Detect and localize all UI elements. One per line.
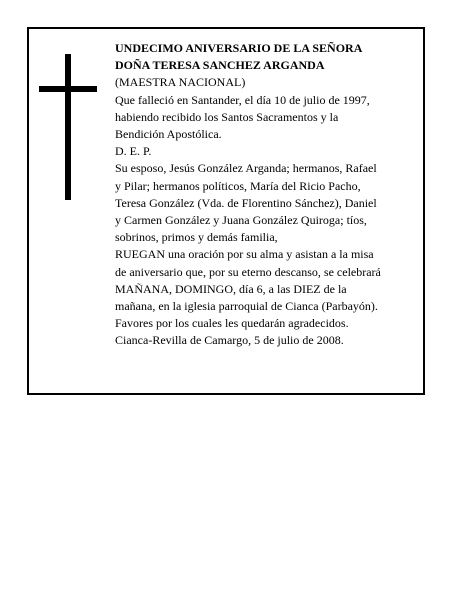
cross-horizontal-bar: [39, 86, 97, 92]
notice-body-line: habiendo recibido los Santos Sacramentos y la: [115, 109, 339, 124]
place-date-line: Cianca-Revilla de Camargo, 5 de julio de 2008.: [115, 333, 344, 348]
notice-body-line: Su esposo, Jesús González Arganda; hermanos, Rafael: [115, 161, 377, 176]
notice-body-line: sobrinos, primos y demás familia,: [115, 230, 278, 245]
profession-line: (MAESTRA NACIONAL): [115, 75, 246, 90]
rip-line: D. E. P.: [115, 144, 152, 159]
notice-body-line: mañana, en la iglesia parroquial de Cianca (Parbayón).: [115, 299, 378, 314]
notice-body-line: y Pilar; hermanos políticos, María del Ricio Pacho,: [115, 178, 361, 193]
obituary-notice: [27, 27, 425, 395]
notice-body-line: Que falleció en Santander, el día 10 de julio de 1997,: [115, 92, 370, 107]
notice-body-line: MAÑANA, DOMINGO, día 6, a las DIEZ de la: [115, 281, 347, 296]
notice-body-line: Teresa González (Vda. de Florentino Sánchez), Daniel: [115, 195, 377, 210]
cross-icon: [39, 54, 97, 200]
notice-body-line: de aniversario que, por su eterno descanso, se celebrará: [115, 264, 381, 279]
notice-body-line: RUEGAN una oración por su alma y asistan a la misa: [115, 247, 374, 262]
notice-text: [115, 40, 421, 350]
notice-heading-line: UNDECIMO ANIVERSARIO DE LA SEÑORA: [115, 41, 363, 55]
notice-body-line: Bendición Apostólica.: [115, 127, 222, 142]
notice-body-line: Favores por los cuales les quedarán agradecidos.: [115, 316, 349, 331]
cross-vertical-bar: [65, 54, 71, 200]
notice-heading-line: DOÑA TERESA SANCHEZ ARGANDA: [115, 58, 325, 73]
notice-body-line: y Carmen González y Juana González Quiroga; tíos,: [115, 213, 367, 228]
